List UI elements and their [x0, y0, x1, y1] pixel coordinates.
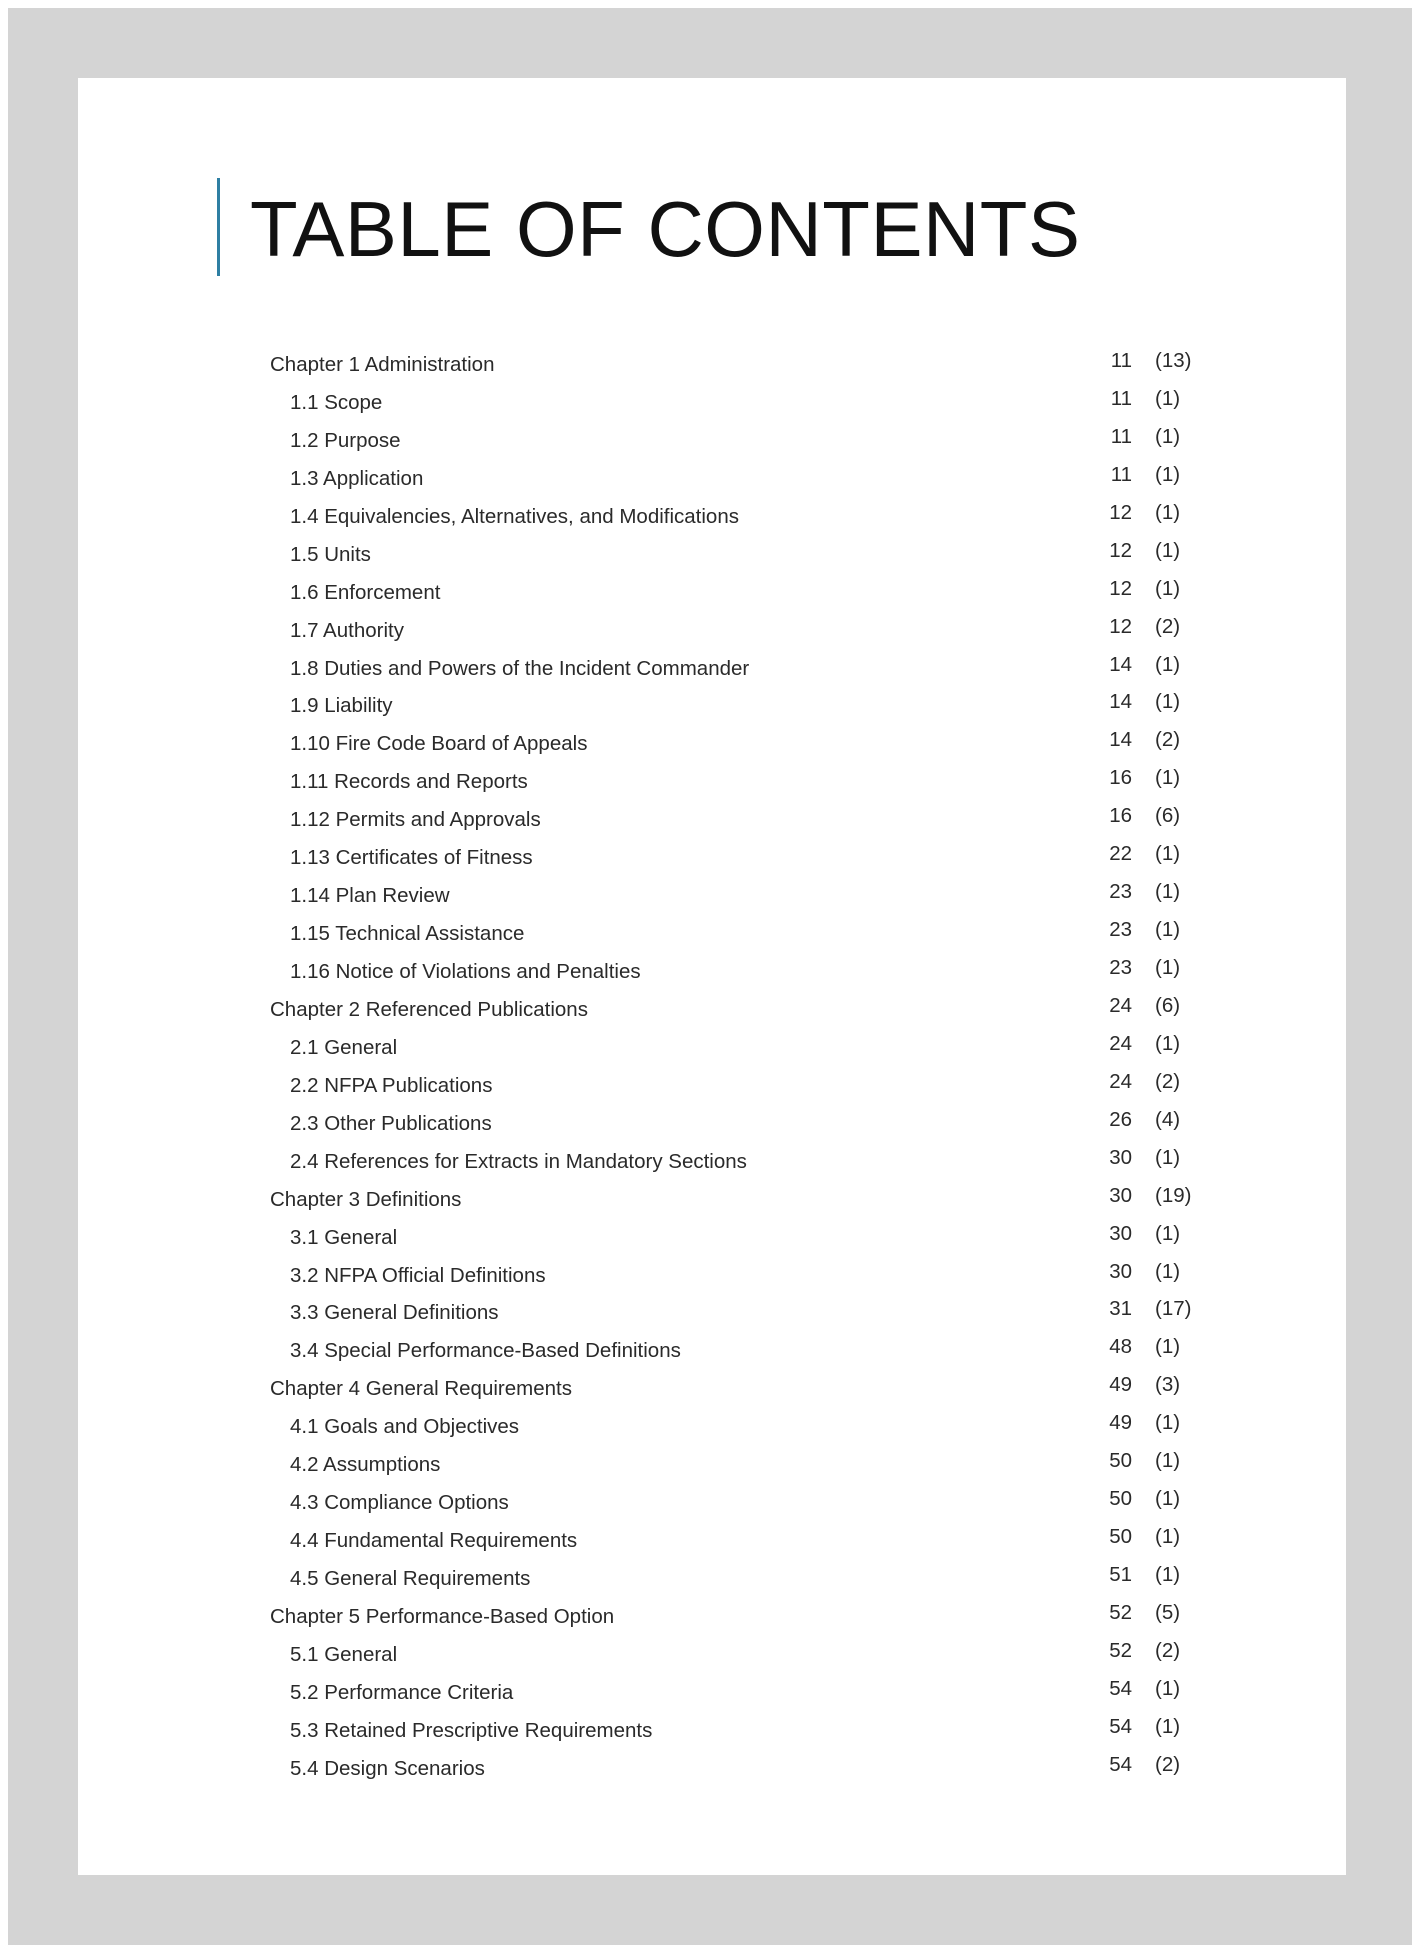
toc-page-count: (1) [1155, 1335, 1181, 1359]
toc-page-count: (2) [1155, 614, 1181, 638]
toc-entry-title[interactable]: 1.4 Equivalencies, Alternatives, and Modifications [290, 504, 739, 528]
toc-entry-title[interactable]: 1.16 Notice of Violations and Penalties [290, 960, 641, 983]
toc-page-number: 24 [1109, 1031, 1132, 1055]
toc-section-entry[interactable] [78, 611, 1346, 649]
toc-page-number: 23 [1109, 918, 1132, 942]
toc-section-entry[interactable] [78, 535, 1346, 573]
toc-entry-title[interactable]: 1.10 Fire Code Board of Appeals [290, 732, 588, 756]
toc-entry-title[interactable]: 1.5 Units [290, 542, 371, 566]
toc-page-number: 14 [1109, 728, 1132, 752]
toc-page-count: (3) [1155, 1373, 1181, 1397]
toc-section-entry[interactable] [78, 649, 1346, 687]
toc-entry-title[interactable]: Chapter 1 Administration [270, 353, 495, 376]
toc-page-number: 11 [1110, 424, 1132, 448]
toc-section-entry[interactable] [78, 838, 1346, 876]
title-accent-bar [217, 178, 220, 276]
toc-page-count: (1) [1155, 1449, 1181, 1473]
toc-page-number: 31 [1109, 1297, 1132, 1321]
toc-entry-title[interactable]: 5.3 Retained Prescriptive Requirements [290, 1718, 653, 1742]
toc-entry-title[interactable]: 5.4 Design Scenarios [290, 1756, 485, 1780]
toc-entry-title[interactable]: 1.6 Enforcement [290, 580, 441, 604]
toc-page-count: (4) [1155, 1107, 1181, 1131]
toc-page-number: 50 [1109, 1487, 1132, 1511]
toc-page-number: 30 [1109, 1221, 1132, 1245]
toc-entry-title[interactable]: 2.1 General [290, 1035, 398, 1059]
toc-page-number: 14 [1109, 652, 1132, 676]
toc-section-entry[interactable] [78, 1104, 1346, 1142]
toc-chapter-entry[interactable] [78, 990, 1346, 1028]
toc-entry-title[interactable]: 5.1 General [290, 1642, 398, 1666]
toc-section-entry[interactable] [78, 1218, 1346, 1256]
toc-section-entry[interactable] [78, 1483, 1346, 1521]
toc-chapter-entry[interactable] [78, 1369, 1346, 1407]
toc-section-entry[interactable] [78, 1066, 1346, 1104]
toc-entry-title[interactable]: 5.2 Performance Criteria [290, 1680, 514, 1704]
toc-chapter-entry[interactable] [78, 1597, 1346, 1635]
toc-page-count: (2) [1155, 1638, 1181, 1662]
toc-entry-title[interactable]: 2.4 References for Extracts in Mandatory Sections [290, 1149, 747, 1173]
toc-entry-title[interactable]: 1.8 Duties and Powers of the Incident Commander [290, 656, 750, 680]
toc-page-number: 50 [1109, 1449, 1132, 1473]
toc-section-entry[interactable] [78, 1559, 1346, 1597]
toc-entry-title[interactable]: 2.2 NFPA Publications [290, 1073, 493, 1097]
toc-page-count: (1) [1155, 386, 1181, 410]
toc-page-count: (1) [1155, 1487, 1181, 1511]
toc-page-count: (1) [1155, 576, 1181, 600]
toc-section-entry[interactable] [78, 914, 1346, 952]
toc-page-number: 30 [1109, 1145, 1132, 1169]
toc-section-entry[interactable] [78, 1445, 1346, 1483]
toc-entry-title[interactable]: Chapter 5 Performance-Based Option [270, 1604, 615, 1628]
toc-page-number: 54 [1109, 1752, 1132, 1776]
toc-section-entry[interactable] [78, 686, 1346, 724]
toc-section-entry[interactable] [78, 1293, 1346, 1331]
toc-section-entry[interactable] [78, 1028, 1346, 1066]
toc-page-count: (1) [1155, 1525, 1181, 1549]
toc-section-entry[interactable] [78, 1521, 1346, 1559]
toc-section-entry[interactable] [78, 1142, 1346, 1180]
toc-entry-title[interactable]: 1.11 Records and Reports [290, 770, 528, 794]
toc-page-count: (1) [1155, 424, 1181, 448]
toc-page-count: (19) [1155, 1183, 1192, 1207]
toc-page-number: 24 [1109, 993, 1132, 1017]
toc-entry-title[interactable]: 1.9 Liability [290, 694, 393, 718]
toc-page-count: (1) [1155, 652, 1181, 676]
toc-section-entry[interactable] [78, 762, 1346, 800]
toc-page-number: 54 [1109, 1676, 1132, 1700]
toc-page-number: 16 [1109, 766, 1132, 790]
toc-section-entry[interactable] [78, 1407, 1346, 1445]
toc-section-entry[interactable] [78, 1331, 1346, 1369]
toc-page-count: (1) [1155, 1145, 1181, 1169]
toc-chapter-entry[interactable] [78, 1180, 1346, 1218]
toc-page-count: (1) [1155, 918, 1181, 942]
toc-page-count: (1) [1155, 1411, 1181, 1435]
toc-section-entry[interactable] [78, 497, 1346, 535]
toc-page-count: (1) [1155, 842, 1181, 866]
toc-page-number: 30 [1109, 1183, 1132, 1207]
toc-entry-title[interactable]: 1.13 Certificates of Fitness [290, 846, 533, 870]
toc-page-number: 50 [1109, 1525, 1132, 1549]
toc-page-number: 51 [1109, 1563, 1132, 1586]
toc-entry-title[interactable]: 3.4 Special Performance-Based Definitions [290, 1339, 681, 1363]
toc-page-number: 30 [1109, 1259, 1132, 1283]
toc-page-number: 22 [1109, 842, 1132, 866]
toc-page-number: 12 [1109, 538, 1132, 562]
table-of-contents [78, 345, 1346, 1787]
toc-page-number: 24 [1109, 1069, 1132, 1093]
toc-page-count: (2) [1155, 1752, 1181, 1776]
toc-page-number: 52 [1109, 1638, 1132, 1662]
toc-page-number: 49 [1109, 1373, 1132, 1397]
toc-page-number: 11 [1110, 462, 1132, 486]
toc-page-count: (6) [1155, 804, 1181, 828]
toc-entry-title[interactable]: 3.3 General Definitions [290, 1301, 499, 1325]
toc-page-number: 49 [1109, 1411, 1132, 1435]
toc-page-count: (1) [1155, 690, 1181, 714]
toc-page-count: (2) [1155, 1069, 1181, 1093]
toc-section-entry[interactable] [78, 724, 1346, 762]
toc-entry-title[interactable]: Chapter 3 Definitions [270, 1187, 462, 1211]
toc-section-entry[interactable] [78, 1256, 1346, 1294]
toc-page-number: 11 [1110, 386, 1132, 410]
toc-section-entry[interactable] [78, 1673, 1346, 1711]
page-title: TABLE OF CONTENTS [250, 185, 1081, 273]
toc-page-count: (2) [1155, 728, 1181, 752]
toc-page-count: (1) [1155, 766, 1181, 790]
toc-entry-title[interactable]: 3.1 General [290, 1225, 398, 1249]
toc-page-number: 52 [1109, 1600, 1132, 1624]
toc-entry-title[interactable]: 2.3 Other Publications [290, 1111, 492, 1135]
toc-page-count: (1) [1155, 1676, 1181, 1700]
toc-page-number: 12 [1109, 576, 1132, 600]
toc-page-count: (1) [1155, 1259, 1181, 1283]
toc-entry-title[interactable]: 1.2 Purpose [290, 428, 401, 452]
toc-entry-title[interactable]: 4.5 General Requirements [290, 1567, 531, 1590]
toc-page-number: 12 [1109, 614, 1132, 638]
toc-page-count: (1) [1155, 538, 1181, 562]
toc-entry-title[interactable]: 4.1 Goals and Objectives [290, 1415, 520, 1439]
toc-entry-title[interactable]: 1.15 Technical Assistance [290, 922, 525, 946]
toc-section-entry[interactable] [78, 383, 1346, 421]
toc-page-number: 12 [1109, 500, 1132, 524]
toc-page-number: 11 [1110, 349, 1132, 372]
toc-page-number: 54 [1109, 1714, 1132, 1738]
document-page [78, 78, 1346, 1875]
toc-page-number: 16 [1109, 804, 1132, 828]
toc-page-count: (1) [1155, 500, 1181, 524]
toc-section-entry[interactable] [78, 459, 1346, 497]
toc-chapter-entry[interactable] [78, 345, 1346, 383]
toc-section-entry[interactable] [78, 876, 1346, 914]
toc-page-count: (17) [1155, 1297, 1192, 1321]
toc-entry-title[interactable]: 1.14 Plan Review [290, 884, 450, 908]
toc-entry-title[interactable]: 1.1 Scope [290, 390, 383, 414]
toc-page-count: (1) [1155, 462, 1181, 486]
toc-section-entry[interactable] [78, 573, 1346, 611]
toc-entry-title[interactable]: 1.3 Application [290, 466, 424, 490]
toc-entry-title[interactable]: 3.2 NFPA Official Definitions [290, 1263, 546, 1287]
toc-entry-title[interactable]: 4.3 Compliance Options [290, 1491, 509, 1515]
toc-section-entry[interactable] [78, 421, 1346, 459]
toc-page-number: 26 [1109, 1107, 1132, 1131]
toc-section-entry[interactable] [78, 952, 1346, 990]
toc-section-entry[interactable] [78, 800, 1346, 838]
toc-entry-title[interactable]: 4.4 Fundamental Requirements [290, 1529, 578, 1553]
toc-page-count: (6) [1155, 993, 1181, 1017]
toc-page-count: (1) [1155, 880, 1181, 904]
toc-section-entry[interactable] [78, 1749, 1346, 1787]
toc-entry-title[interactable]: 1.12 Permits and Approvals [290, 808, 541, 832]
toc-section-entry[interactable] [78, 1635, 1346, 1673]
toc-section-entry[interactable] [78, 1711, 1346, 1749]
toc-entry-title[interactable]: Chapter 2 Referenced Publications [270, 997, 588, 1021]
toc-page-count: (1) [1155, 1221, 1181, 1245]
toc-page-number: 23 [1109, 880, 1132, 904]
page-frame [8, 8, 1412, 1945]
toc-entry-title[interactable]: 1.7 Authority [290, 618, 404, 642]
toc-page-number: 14 [1109, 690, 1132, 714]
toc-page-number: 48 [1109, 1335, 1132, 1359]
toc-page-count: (1) [1155, 1031, 1181, 1055]
toc-page-count: (13) [1155, 349, 1192, 372]
toc-page-count: (5) [1155, 1600, 1181, 1624]
toc-entry-title[interactable]: 4.2 Assumptions [290, 1453, 441, 1477]
toc-page-count: (1) [1155, 1563, 1181, 1586]
toc-entry-title[interactable]: Chapter 4 General Requirements [270, 1377, 572, 1401]
toc-page-count: (1) [1155, 1714, 1181, 1738]
toc-page-number: 23 [1109, 956, 1132, 979]
toc-page-count: (1) [1155, 956, 1181, 979]
